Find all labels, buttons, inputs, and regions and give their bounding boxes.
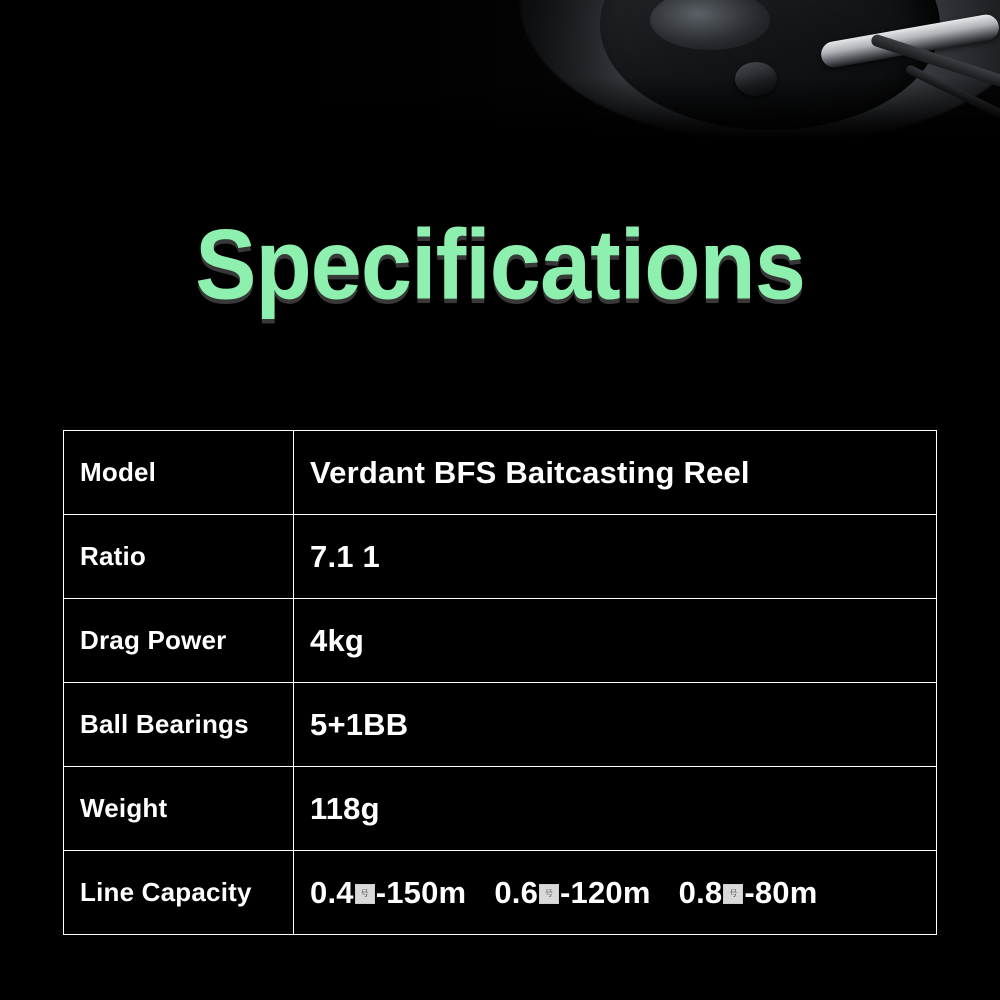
spec-label-ratio: Ratio (64, 515, 294, 599)
table-row (64, 431, 937, 515)
photo-bottom-fade (0, 0, 1000, 140)
line-capacity-entry-3: 0.8 号 -80m (678, 874, 818, 910)
spec-label-weight: Weight (64, 767, 294, 851)
spec-value-line-capacity (294, 851, 937, 935)
line-capacity-entry-2: 0.6 号 -120m (494, 874, 651, 910)
spec-label-drag-power: Drag Power (64, 599, 294, 683)
spec-value-drag-power: 4kg (294, 599, 937, 683)
page-title-area (0, 140, 1000, 390)
page-title: Specifications (195, 209, 805, 321)
spec-value-ratio: 7.1 1 (294, 515, 937, 599)
specifications-table-wrapper (63, 430, 937, 935)
spec-label-model: Model (64, 431, 294, 515)
table-row (64, 851, 937, 935)
unit-glyph-box: 号 (723, 884, 743, 904)
spec-value-ball-bearings: 5+1BB (294, 683, 937, 767)
line-capacity-entries (310, 875, 936, 911)
spec-value-model: Verdant BFS Baitcasting Reel (294, 431, 937, 515)
line-capacity-entry-1: 0.4 号 -150m (310, 874, 467, 910)
specifications-table (63, 430, 937, 935)
table-row (64, 683, 937, 767)
table-row (64, 599, 937, 683)
spec-value-weight: 118g (294, 767, 937, 851)
spec-label-ball-bearings: Ball Bearings (64, 683, 294, 767)
product-photo-banner (0, 0, 1000, 140)
table-row (64, 767, 937, 851)
table-row (64, 515, 937, 599)
unit-glyph-box: 号 (539, 884, 559, 904)
spec-label-line-capacity: Line Capacity (64, 851, 294, 935)
unit-glyph-box: 号 (355, 884, 375, 904)
